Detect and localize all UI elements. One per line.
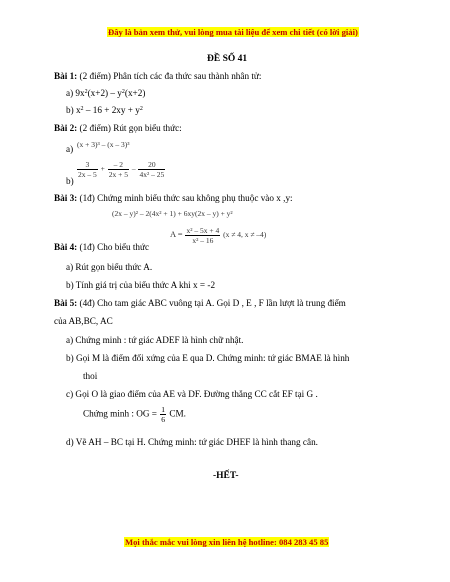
question-5b-cont: thoi [83, 371, 98, 381]
end-marker: -HẾT- [213, 471, 239, 481]
question-5 [54, 298, 346, 309]
question-4-expression: A = $\frac{\text{x² – 5x + 4}}{\text{x² – 16}}$ (x ≠ 4, x ≠ –4) [170, 226, 267, 245]
hotline-banner: Mọi thắc mắc vui lòng xin liên hệ hotline: 084 283 45 85 [125, 537, 329, 547]
question-3-expression: (2x – y)² – 2(4x² + 1) + 6xy(2x – y) + y² [112, 209, 233, 218]
question-5-text: (4đ) Cho tam giác ABC vuông tại A. Gọi D , E , F lần lượt là trung điểm [79, 298, 346, 308]
question-5-text-cont: của AB,BC, AC [54, 316, 113, 326]
question-3-text: (1đ) Chứng minh biểu thức sau không phụ thuộc vào x ,y: [79, 193, 293, 203]
fraction-1: $\frac{3}{2x - 5}$ [78, 160, 97, 179]
question-2-text: (2 điểm) Rút gọn biểu thức: [79, 123, 182, 133]
question-2b-expression: $\frac{3}{2x - 5}$ + $\frac{- 2}{2x + 5}$ – $\frac{20}{\text{4x² – 25}}$ [78, 160, 165, 179]
question-1-label: Bài 1: [54, 71, 78, 81]
fraction-A: $\frac{\text{x² – 5x + 4}}{\text{x² – 16}}$ [186, 226, 220, 245]
question-2 [54, 123, 182, 134]
question-4a: a) Rút gọn biểu thức A. [66, 262, 153, 272]
question-2-label: Bài 2: [54, 123, 78, 133]
preview-notice-banner: Đây là bản xem thử, vui lòng mua tài liệu để xem chi tiết (có lời giải) [108, 27, 358, 37]
question-3-label: Bài 3: [54, 193, 78, 203]
question-5a: a) Chứng minh : tứ giác ADEF là hình chữ nhật. [66, 335, 244, 345]
question-2b-label: b) [66, 176, 74, 186]
question-4 [54, 242, 149, 253]
question-4-text: (1đ) Cho biểu thức [79, 242, 150, 252]
fraction-one-sixth: $\frac{1}{6}$ [161, 405, 166, 424]
question-1a: a) $9x^2(x+2) - y^2(x+2)$ [66, 88, 146, 98]
question-5c-proof: Chứng minh : OG = $\frac{1}{6}$ CM. [83, 405, 186, 424]
question-5d: d) Vẽ AH – BC tại H. Chứng minh: tứ giác DHEF là hình thang cân. [66, 437, 318, 447]
question-5b: b) Gọi M là điểm đối xứng của E qua D. Chứng minh: tứ giác BMAE là hình [66, 353, 350, 363]
exam-title: ĐỀ SỐ 41 [207, 54, 248, 64]
question-4b: b) Tính giá trị của biểu thức A khi x = -2 [66, 280, 216, 290]
fraction-3: $\frac{20}{\text{4x² – 25}}$ [139, 160, 165, 179]
question-1-text: (2 điểm) Phân tích các đa thức sau thành nhân tử: [79, 71, 262, 81]
question-5c: c) Gọi O là giao điểm của AE và DF. Đường thẳng CC cắt EF tại G . [66, 389, 318, 399]
question-1 [54, 71, 261, 82]
question-3 [54, 193, 293, 204]
question-5-label: Bài 5: [54, 298, 78, 308]
question-2a-expression: (x + 3)³ – (x – 3)³ [77, 140, 130, 149]
question-1b: b) $x^2 - 16 + 2xy + y^2$ [66, 105, 143, 115]
question-2a-label: a) [66, 144, 74, 154]
question-4-label: Bài 4: [54, 242, 78, 252]
fraction-2: $\frac{- 2}{2x + 5}$ [108, 160, 128, 179]
